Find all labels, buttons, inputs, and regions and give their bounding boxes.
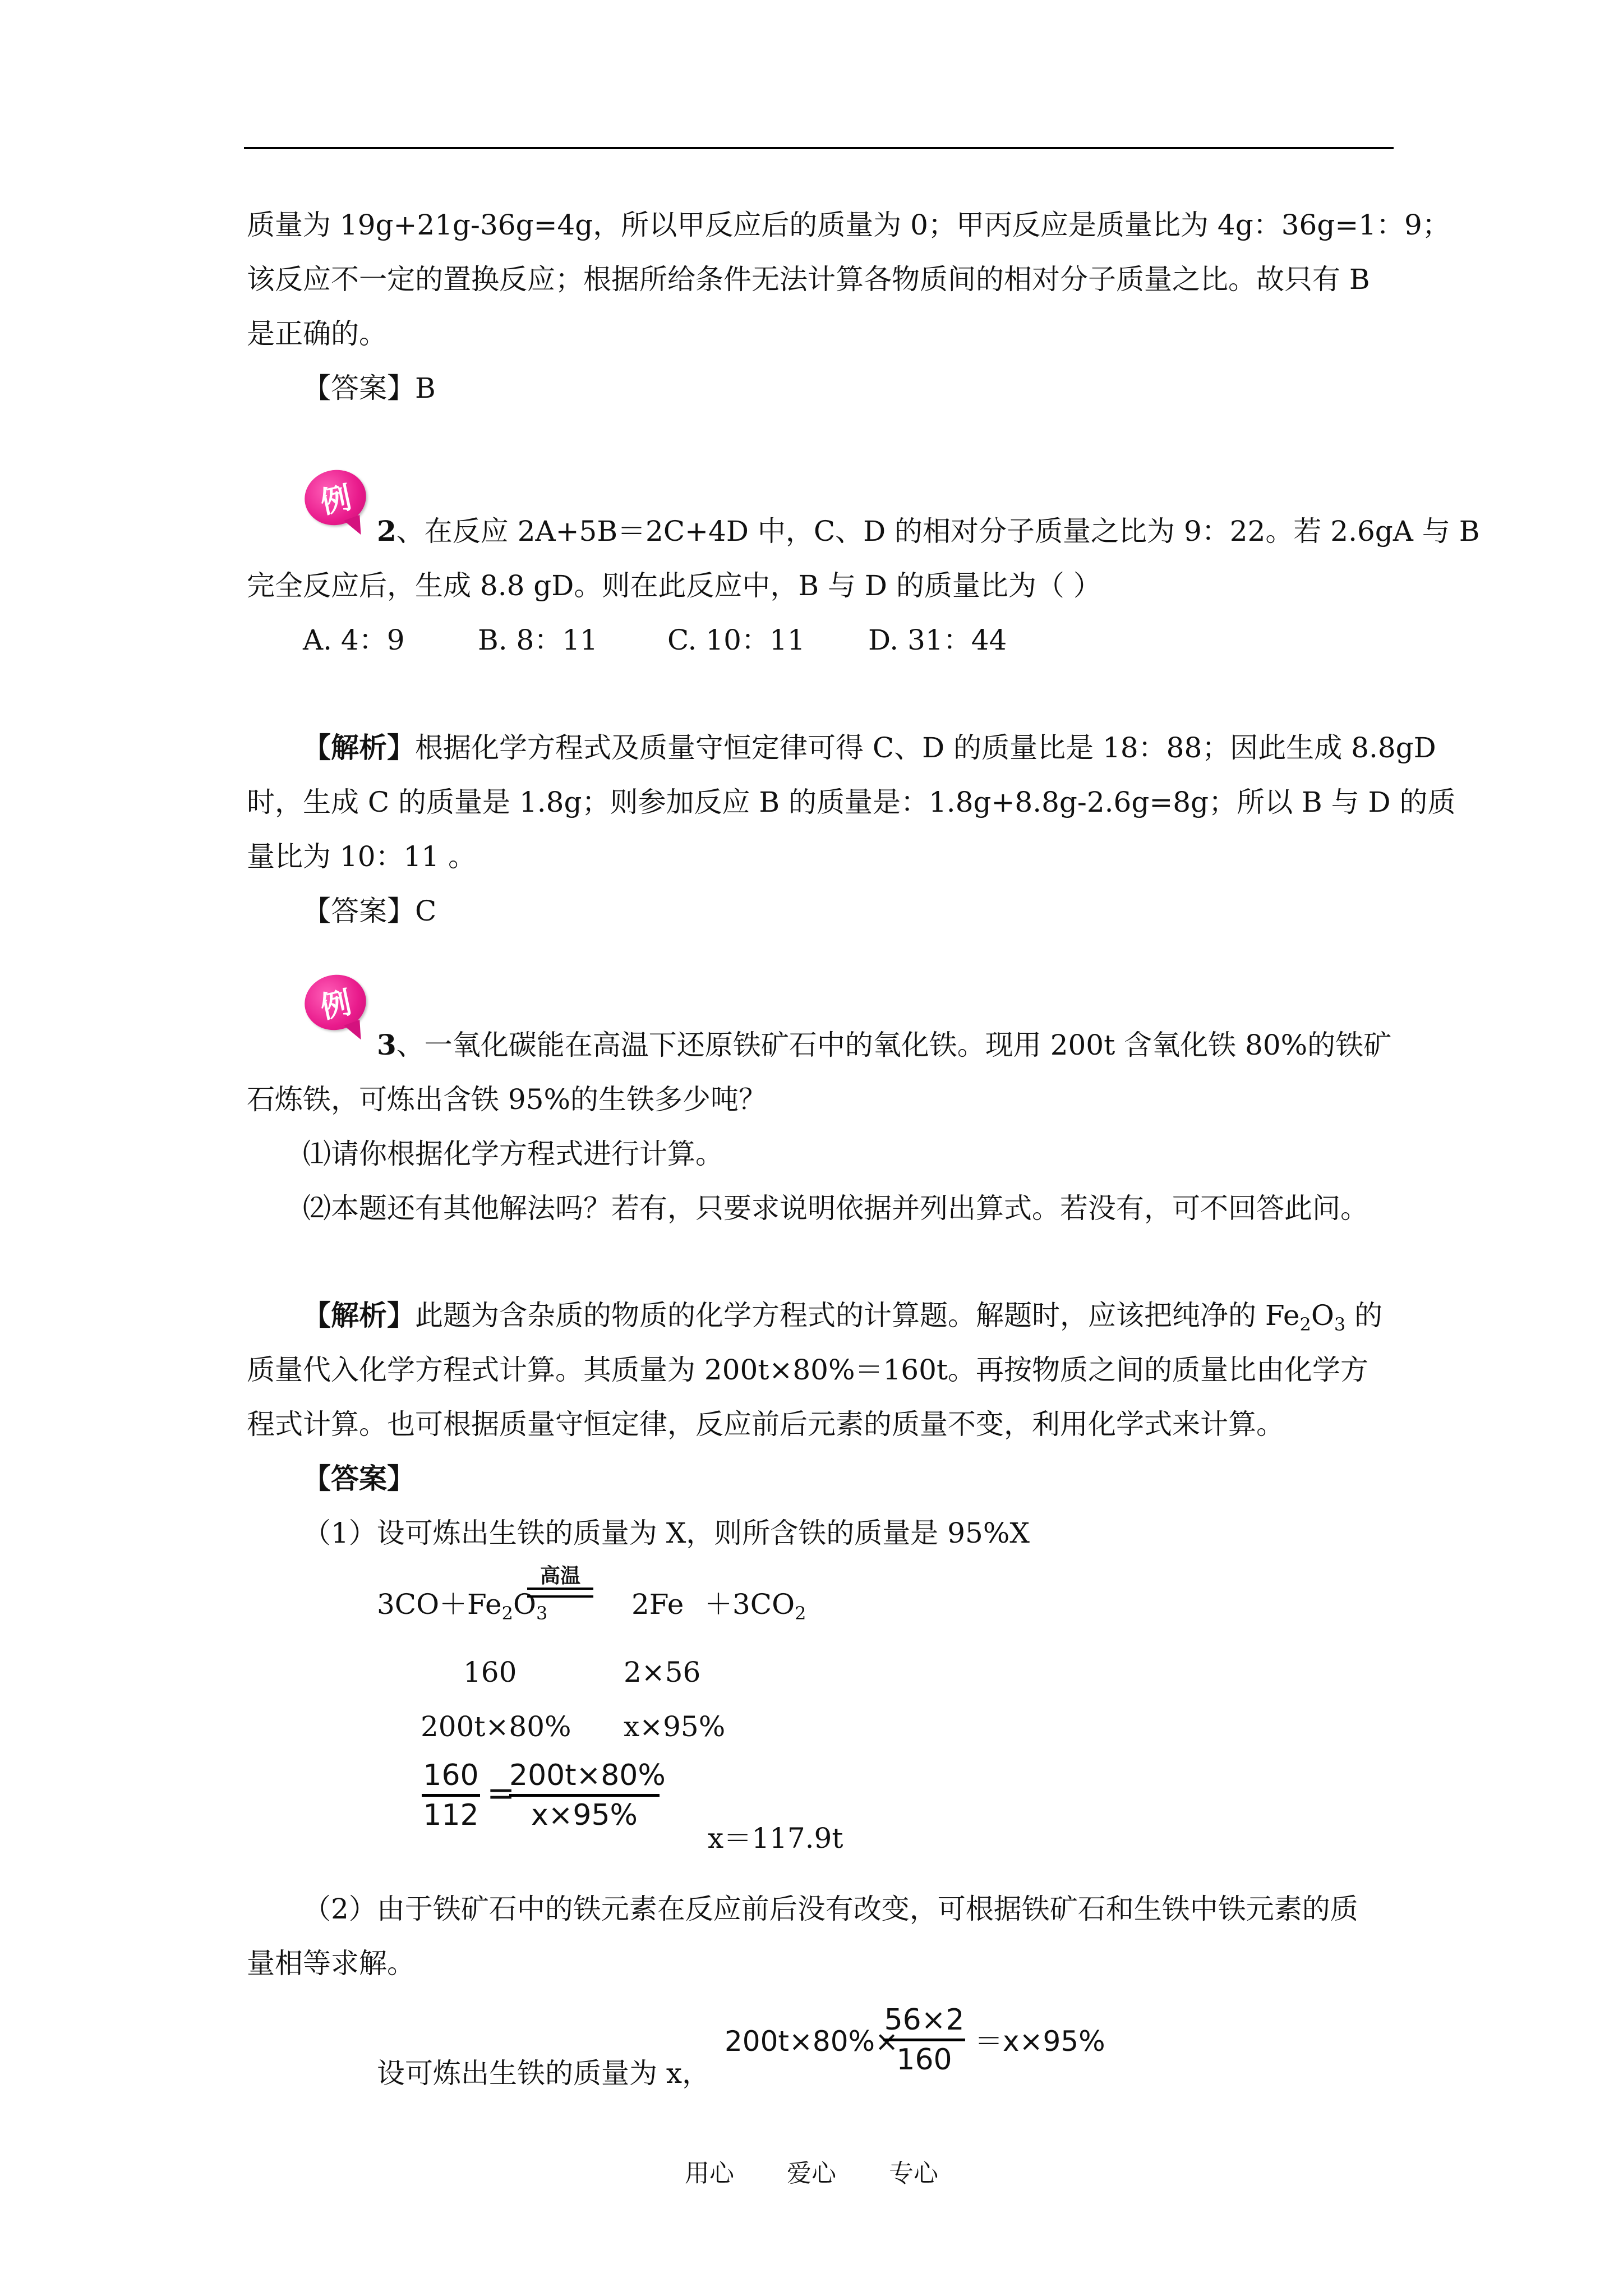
equation-left: $3CO+Fe_2O_3$ — [377, 1588, 548, 1624]
example-badge-icon: 例 — [299, 464, 371, 531]
analysis-line: 质量代入化学方程式计算。其质量为 200t×80%＝160t。再按物质之间的质量比由化学方 — [247, 1354, 1368, 1386]
reaction-condition: 高温 — [527, 1565, 593, 1598]
equation-product-co2: $+3CO_2$ — [704, 1588, 806, 1624]
text-line: 该反应不一定的置换反应；根据所给条件无法计算各物质间的相对分子质量之比。故只有 B — [247, 263, 1370, 296]
result: x＝117.9t — [708, 1822, 843, 1855]
ratio-value: x×95% — [624, 1710, 726, 1743]
step-2-line1: （2）由于铁矿石中的铁元素在反应前后没有改变，可根据铁矿石和生铁中铁元素的质 — [303, 1893, 1358, 1925]
header-rule — [244, 147, 1394, 149]
footer-text: 专心 — [889, 2159, 938, 2188]
equals-sign: = — [487, 1774, 515, 1813]
option-a: A. 4：9 — [303, 624, 405, 656]
analysis-line: 时，生成 C 的质量是 1.8g；则参加反应 B 的质量是：1.8g+8.8g-2.6g=8g；所以 B 与 D 的质 — [247, 786, 1456, 818]
ratio-value: 160 — [463, 1656, 517, 1688]
footer-text: 用心 — [685, 2159, 734, 2188]
example-2-line1: 2、在反应 2A+5B＝2C+4D 中，C、D 的相对分子质量之比为 9：22。若 2.6gA 与 B — [377, 514, 1480, 547]
answer-line: 【答案】B — [303, 372, 436, 404]
analysis-line: 【解析】根据化学方程式及质量守恒定律可得 C、D 的质量比是 18：88；因此生成 8.8gD — [303, 731, 1436, 764]
fraction-right: 200t×80% x×95% — [509, 1759, 666, 1832]
analysis-line: 量比为 10：11 。 — [247, 840, 477, 873]
example-3-line2: 石炼铁，可炼出含铁 95%的生铁多少吨？ — [247, 1083, 767, 1116]
step-2-line2: 量相等求解。 — [247, 1947, 415, 1980]
option-d: D. 31：44 — [868, 624, 1007, 656]
text-line: 质量为 19g+21g-36g=4g，所以甲反应后的质量为 0；甲丙反应是质量比为 4g：36g=1：9； — [247, 209, 1450, 241]
step-2-setup: 设可炼出生铁的质量为 x， — [377, 2057, 711, 2090]
question-1: ⑴请你根据化学方程式进行计算。 — [303, 1138, 723, 1170]
formula-fraction: 56×2 160 — [884, 2003, 965, 2077]
answer-line: 【答案】C — [303, 895, 437, 927]
answer-heading: 【答案】 — [303, 1462, 415, 1495]
text-line: 是正确的。 — [247, 318, 387, 350]
example-badge-icon: 例 — [299, 969, 371, 1036]
analysis-line: 【解析】此题为含杂质的物质的化学方程式的计算题。解题时，应该把纯净的 $Fe_2O_3$ 的 — [303, 1299, 1383, 1335]
formula-prefix: 200t×80%× — [725, 2025, 898, 2058]
analysis-line: 程式计算。也可根据质量守恒定律，反应前后元素的质量不变，利用化学式来计算。 — [247, 1408, 1284, 1441]
question-2: ⑵本题还有其他解法吗？若有，只要求说明依据并列出算式。若没有，可不回答此问。 — [303, 1192, 1368, 1225]
equation-product-fe: 2Fe — [631, 1588, 684, 1621]
option-b: B. 8：11 — [478, 624, 598, 656]
option-c: C. 10：11 — [667, 624, 805, 656]
ratio-value: 2×56 — [624, 1656, 701, 1688]
ratio-value: 200t×80% — [421, 1710, 571, 1743]
page-footer — [0, 2153, 1623, 2189]
example-2-line2: 完全反应后，生成 8.8 gD。则在此反应中，B 与 D 的质量比为（ ） — [247, 569, 1101, 602]
step-1: （1）设可炼出生铁的质量为 X，则所含铁的质量是 95%X — [303, 1517, 1030, 1549]
formula-suffix: ＝x×95% — [975, 2025, 1105, 2058]
fraction-left: 160 112 — [422, 1757, 480, 1834]
example-3-line1: 3、一氧化碳能在高温下还原铁矿石中的氧化铁。现用 200t 含氧化铁 80%的铁矿 — [377, 1028, 1392, 1061]
footer-text: 爱心 — [787, 2159, 836, 2188]
